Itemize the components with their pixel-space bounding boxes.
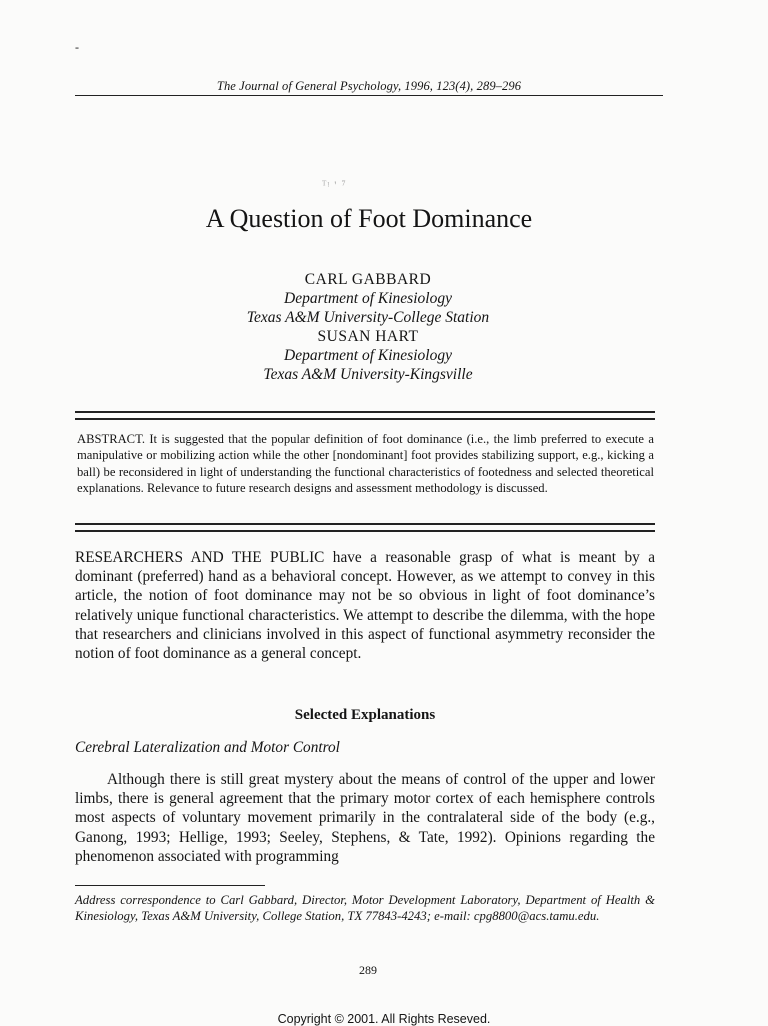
author-inst-2: Texas A&M University-Kingsville xyxy=(263,366,473,383)
author-name-2: SUSAN HART xyxy=(317,328,419,345)
footnote: Address correspondence to Carl Gabbard, Director, Motor Development Laboratory, Department of Health & Kinesiology, Texas A&M University, College Station, TX 77843-4243; e-mail: cpg8800@acs.tamu.edu. xyxy=(75,893,655,924)
author-block xyxy=(0,270,736,384)
stamp-mark: ᵀᵎ ' ⁷ xyxy=(322,178,347,192)
header-dash: - xyxy=(75,40,79,54)
author-dept-2: Department of Kinesiology xyxy=(284,347,452,364)
article-title: A Question of Foot Dominance xyxy=(205,204,533,233)
footnote-rule xyxy=(75,885,265,886)
header-rule xyxy=(75,95,663,96)
author-dept-1: Department of Kinesiology xyxy=(284,290,452,307)
copyright-notice: Copyright © 2001. All Rights Reseved. xyxy=(277,1012,491,1026)
author-name-1: CARL GABBARD xyxy=(304,271,432,288)
abstract-rule-bottom xyxy=(75,523,655,532)
running-head: The Journal of General Psychology, 1996, 123(4), 289–296 xyxy=(216,79,522,93)
section-heading: Selected Explanations xyxy=(294,707,436,723)
subsection-heading: Cerebral Lateralization and Motor Control xyxy=(75,739,340,756)
intro-paragraph: RESEARCHERS AND THE PUBLIC have a reasonable grasp of what is meant by a dominant (preferred) hand as a behavioral concept. However, as we attempt to convey in this article, the notion of foot dominance may not be so obvious in light of foot dominance’s relatively unique functional characteristics. We attempt to describe the dilemma, with the hope that researchers and clinicians involved in this aspect of functional asymmetry reconsider the notion of foot dominance as a general concept. xyxy=(75,549,655,663)
abstract-rule-top xyxy=(75,411,655,420)
body-paragraph-text: Although there is still great mystery about the means of control of the upper and lower limbs, there is general agreement that the primary motor cortex of each hemisphere controls most aspects of voluntary movement primarily in the contralateral side of the body (e.g., Ganong, 1993; Hellige, 1993; Seeley, Stephens, & Tate, 1992). Opinions regarding the phenomenon associated with programming xyxy=(75,771,655,865)
author-inst-1: Texas A&M University-College Station xyxy=(246,309,490,326)
body-paragraph xyxy=(75,770,655,866)
abstract: ABSTRACT. It is suggested that the popular definition of foot dominance (i.e., the limb preferred to execute a manipulative or mobilizing action while the other [nondominant] foot provides stabilizing support, e.g., kicking a ball) be reconsidered in light of understanding the functional characteristics of footedness and selected theoretical explanations. Relevance to future research designs and assessment methodology is discussed. xyxy=(77,432,654,495)
page-number: 289 xyxy=(359,963,377,977)
